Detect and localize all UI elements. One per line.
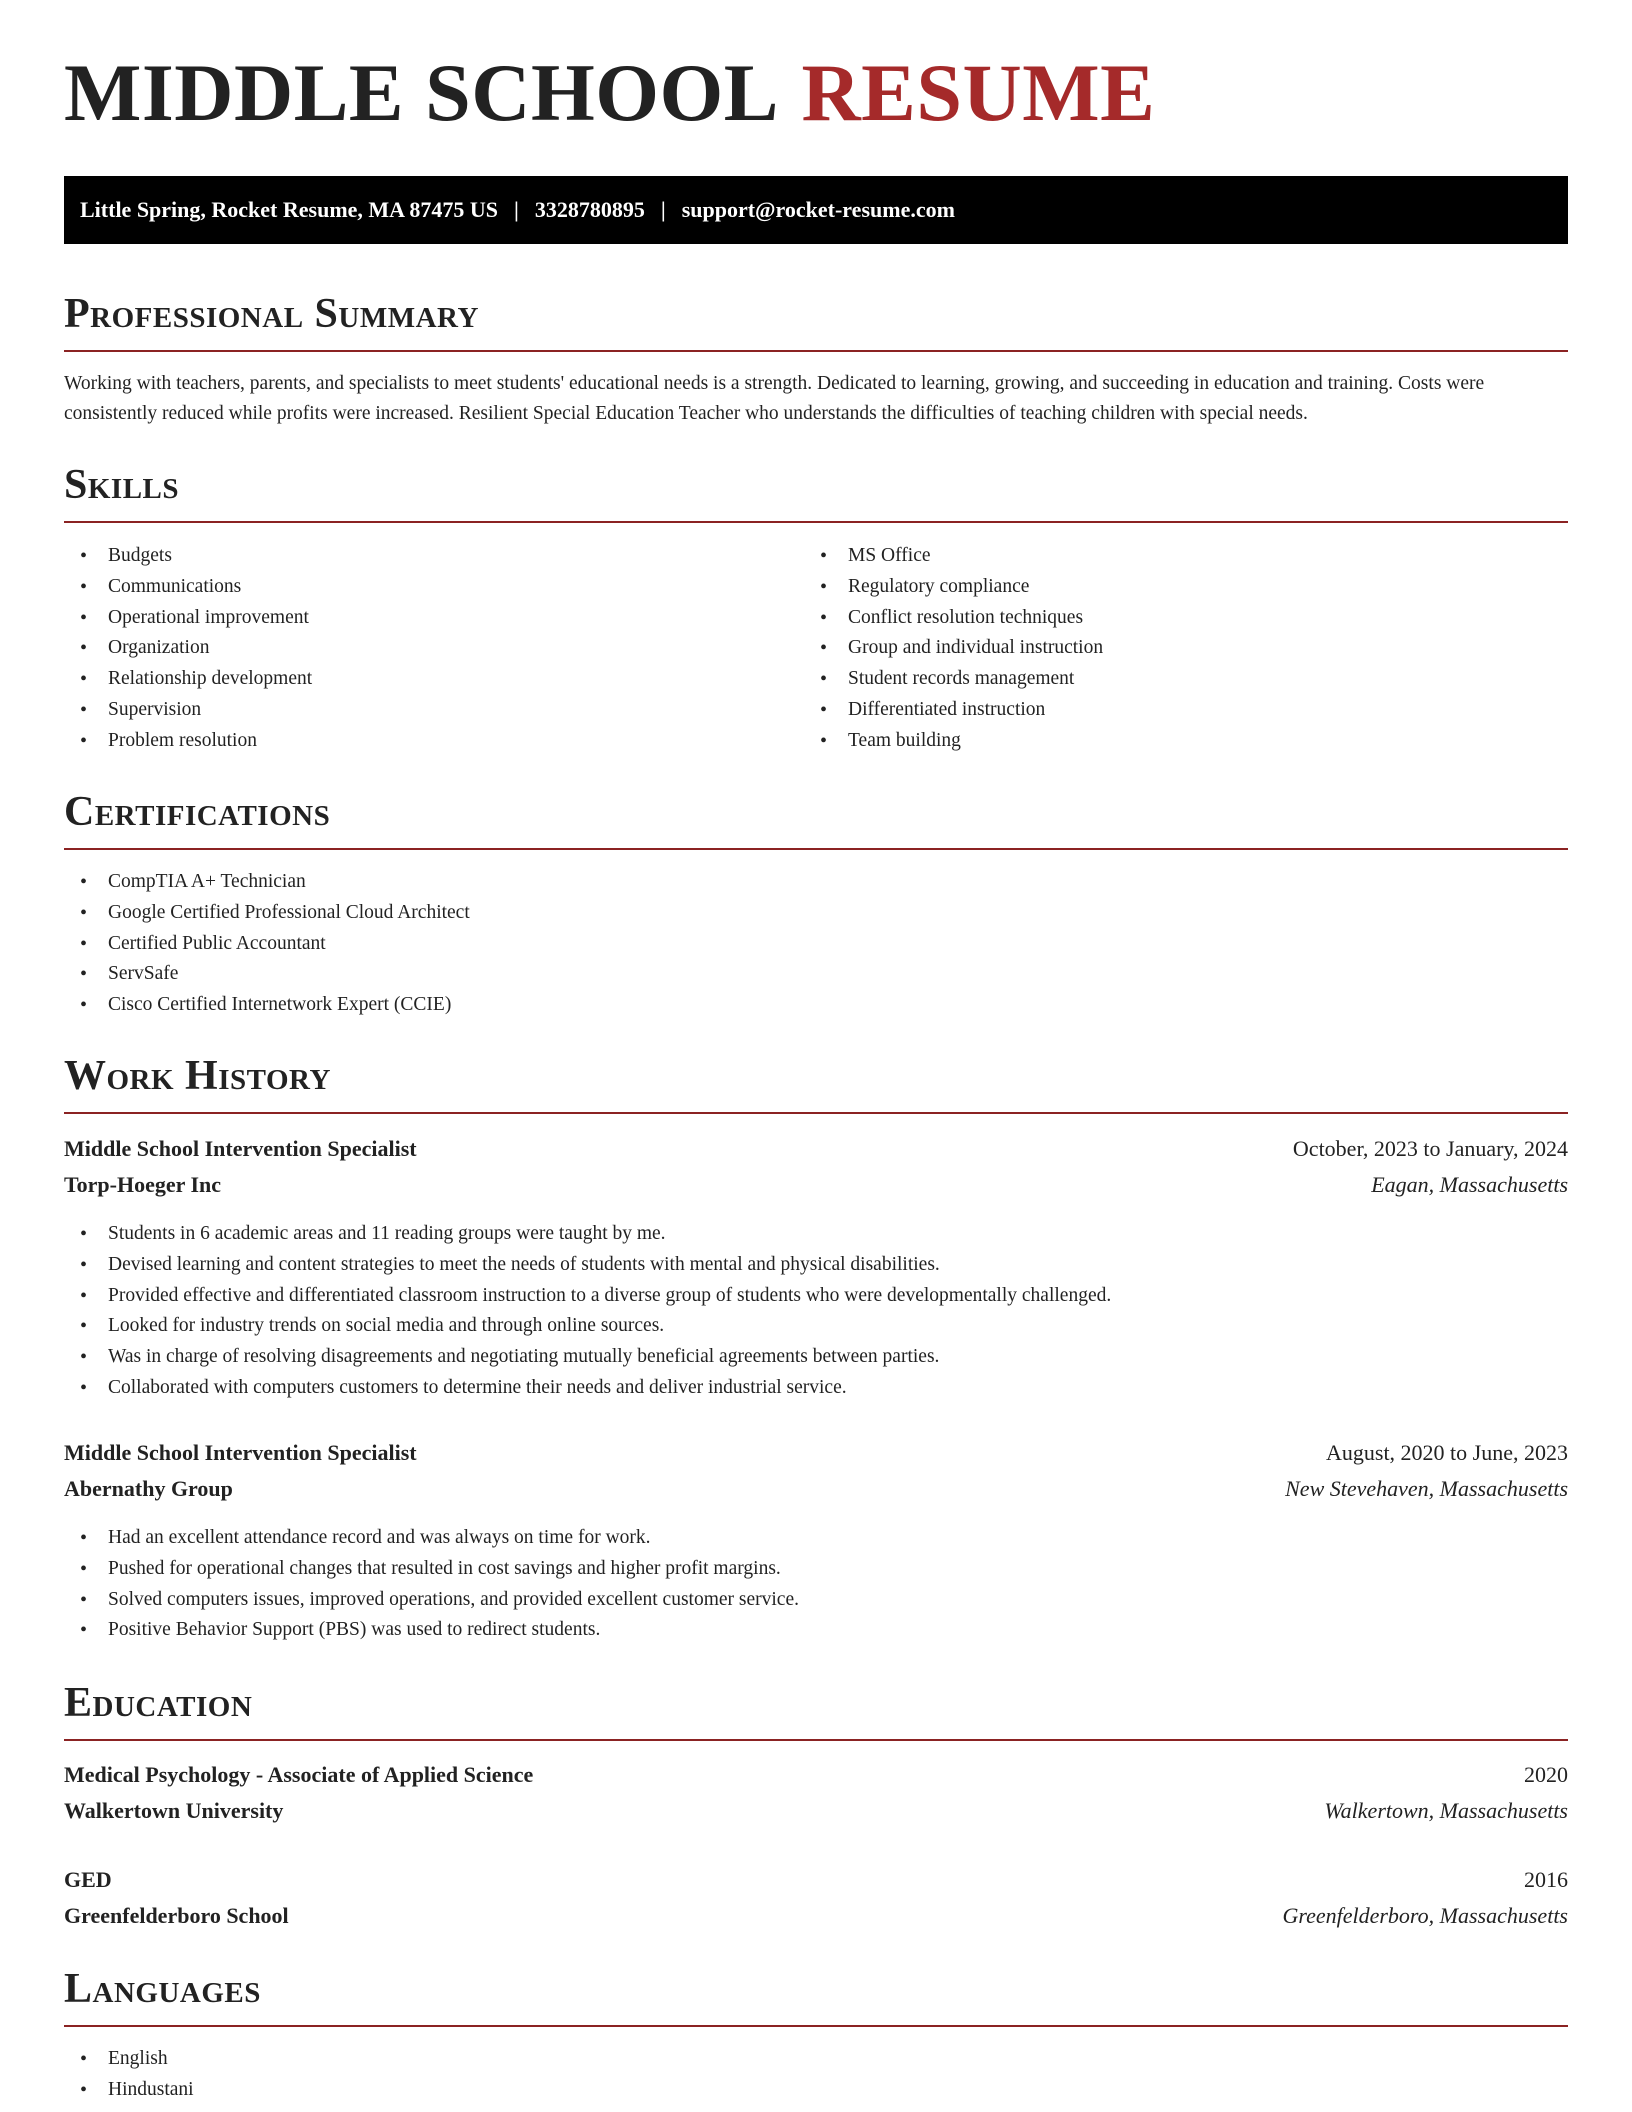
education-school-row [64, 1798, 1568, 1834]
job-company-row [64, 1172, 1568, 1208]
job-bullet: • Devised learning and content strategies to meet the needs of students with mental and physical disabilities. [64, 1250, 1111, 1281]
skills-list-left [64, 541, 312, 757]
skill-item: • Conflict resolution techniques [804, 603, 1103, 634]
skill-item: • Team building [804, 726, 1103, 757]
languages-list [64, 2044, 194, 2106]
skill-item: • Group and individual instruction [804, 633, 1103, 664]
job-bullets [64, 1523, 799, 1646]
education-heading: Education [64, 1680, 253, 1726]
education-school: Greenfelderboro School [64, 1903, 289, 1928]
job-bullet: • Provided effective and differentiated classroom instruction to a diverse group of students who were developmentally challenged. [64, 1281, 1111, 1312]
job-header [64, 1440, 1568, 1476]
education-degree: GED [64, 1867, 112, 1892]
languages-heading: Languages [64, 1966, 261, 2012]
education-year: 2020 [1524, 1762, 1568, 1787]
job-location: Eagan, Massachusetts [1371, 1172, 1568, 1197]
skill-item: • Student records management [804, 664, 1103, 695]
skills-heading: Skills [64, 462, 180, 508]
certifications-list [64, 867, 470, 1021]
language-item: • Hindustani [64, 2075, 194, 2106]
education-degree: Medical Psychology - Associate of Applied Science [64, 1762, 534, 1787]
contact-separator: | [513, 197, 519, 222]
skill-item: • Supervision [64, 695, 312, 726]
section-divider [64, 2025, 1568, 2027]
skill-item: • Problem resolution [64, 726, 312, 757]
education-year: 2016 [1524, 1867, 1568, 1892]
job-bullet: • Students in 6 academic areas and 11 reading groups were taught by me. [64, 1219, 1111, 1250]
skills-list-right [804, 541, 1103, 757]
skill-item: • MS Office [804, 541, 1103, 572]
section-divider [64, 1112, 1568, 1114]
job-bullets [64, 1219, 1111, 1404]
work-history-heading: Work History [64, 1053, 331, 1099]
education-location: Greenfelderboro, Massachusetts [1282, 1903, 1568, 1928]
education-school-row [64, 1903, 1568, 1939]
certifications-heading: Certifications [64, 789, 331, 835]
skill-item: • Organization [64, 633, 312, 664]
skill-item: • Budgets [64, 541, 312, 572]
job-company-row [64, 1476, 1568, 1512]
job-bullet: • Pushed for operational changes that resulted in cost savings and higher profit margins. [64, 1554, 799, 1585]
certification-item: • ServSafe [64, 959, 470, 990]
contact-address: Little Spring, Rocket Resume, MA 87475 US [80, 197, 498, 222]
job-company: Torp-Hoeger Inc [64, 1172, 222, 1197]
skill-item: • Regulatory compliance [804, 572, 1103, 603]
job-location: New Stevehaven, Massachusetts [1285, 1476, 1568, 1501]
job-title: Middle School Intervention Specialist [64, 1440, 417, 1465]
section-divider [64, 848, 1568, 850]
job-bullet: • Solved computers issues, improved operations, and provided excellent customer service. [64, 1585, 799, 1616]
job-dates: August, 2020 to June, 2023 [1326, 1440, 1568, 1465]
summary-heading: Professional Summary [64, 291, 479, 337]
job-title: Middle School Intervention Specialist [64, 1136, 417, 1161]
job-bullet: • Positive Behavior Support (PBS) was used to redirect students. [64, 1615, 799, 1646]
title-part-1: MIDDLE SCHOOL [64, 47, 775, 138]
education-header [64, 1762, 1568, 1798]
resume-title [64, 47, 1156, 138]
job-bullet: • Had an excellent attendance record and was always on time for work. [64, 1523, 799, 1554]
education-location: Walkertown, Massachusetts [1324, 1798, 1568, 1823]
skill-item: • Communications [64, 572, 312, 603]
skill-item: • Operational improvement [64, 603, 312, 634]
contact-separator: | [660, 197, 666, 222]
section-divider [64, 1739, 1568, 1741]
job-dates: October, 2023 to January, 2024 [1292, 1136, 1568, 1161]
summary-text: Working with teachers, parents, and specialists to meet students' educational needs is a strength. Dedicated to learning, growing, and succeeding in education and training. Costs were consistently reduced while profits were increased. Resilient Special Education Teacher who understands the difficulties of teaching children with special needs. [64, 373, 1485, 424]
contact-bar [64, 176, 1568, 244]
job-company: Abernathy Group [64, 1476, 233, 1501]
skill-item: • Relationship development [64, 664, 312, 695]
contact-phone: 3328780895 [534, 197, 645, 222]
certification-item: • CompTIA A+ Technician [64, 867, 470, 898]
certification-item: • Google Certified Professional Cloud Architect [64, 898, 470, 929]
job-bullet: • Was in charge of resolving disagreements and negotiating mutually beneficial agreements between parties. [64, 1342, 1111, 1373]
education-school: Walkertown University [64, 1798, 284, 1823]
contact-email: support@rocket-resume.com [681, 197, 955, 222]
certification-item: • Cisco Certified Internetwork Expert (CCIE) [64, 990, 470, 1021]
section-divider [64, 521, 1568, 523]
job-header [64, 1136, 1568, 1172]
education-header [64, 1867, 1568, 1903]
job-bullet: • Looked for industry trends on social media and through online sources. [64, 1311, 1111, 1342]
language-item: • English [64, 2044, 194, 2075]
title-part-2: RESUME [801, 47, 1156, 138]
certification-item: • Certified Public Accountant [64, 929, 470, 960]
section-divider [64, 350, 1568, 352]
job-bullet: • Collaborated with computers customers to determine their needs and deliver industrial service. [64, 1373, 1111, 1404]
skill-item: • Differentiated instruction [804, 695, 1103, 726]
